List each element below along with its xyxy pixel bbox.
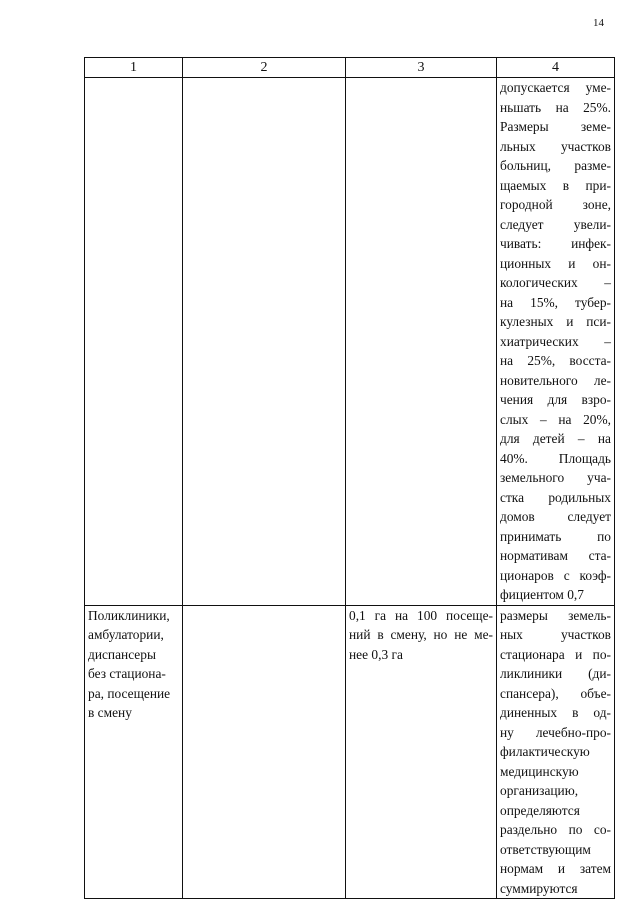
cell-line: ответствующим bbox=[500, 841, 591, 857]
cell-line: льных участков bbox=[500, 138, 611, 154]
row1-col2-cell bbox=[183, 78, 346, 606]
cell-line: Размеры земе- bbox=[500, 119, 611, 134]
column-header-2: 2 bbox=[183, 58, 346, 78]
cell-line: ционаров с коэф- bbox=[500, 567, 611, 583]
cell-line: новительного ле- bbox=[500, 372, 611, 388]
cell-line: фициентом 0,7 bbox=[500, 587, 584, 602]
cell-line: организацию, bbox=[500, 783, 579, 798]
cell-line: ционных и он- bbox=[500, 255, 611, 271]
cell-line: ликлиники (ди- bbox=[500, 666, 611, 681]
cell-line: филактическую bbox=[500, 744, 590, 759]
cell-line: нее 0,3 га bbox=[349, 646, 403, 662]
cell-line: ных участков bbox=[500, 627, 611, 642]
cell-line: земельного уча- bbox=[500, 470, 611, 485]
row1-col3-cell bbox=[346, 78, 497, 606]
cell-line: размеры земель- bbox=[500, 607, 611, 623]
cell-line: суммируются bbox=[500, 880, 578, 896]
cell-line: щаемых в при- bbox=[500, 177, 611, 193]
cell-line: определяются bbox=[500, 802, 580, 818]
column-header-4: 4 bbox=[497, 58, 615, 78]
cell-line: 40%. Площадь bbox=[500, 450, 611, 466]
cell-line: нормативам ста- bbox=[500, 548, 611, 563]
cell-line: ний в смену, но не ме- bbox=[349, 627, 493, 642]
row2-col4-cell bbox=[497, 605, 615, 899]
cell-line: следует увели- bbox=[500, 216, 611, 232]
cell-line: слых – на 20%, bbox=[500, 411, 611, 427]
cell-line: домов следует bbox=[500, 509, 611, 524]
cell-line: в смену bbox=[88, 705, 132, 720]
cell-line: больниц, разме- bbox=[500, 158, 611, 173]
cell-line: диспансеры bbox=[88, 646, 156, 662]
cell-line: ра, посещение bbox=[88, 685, 171, 701]
row1-col1-cell bbox=[85, 78, 183, 606]
cell-line: 0,1 га на 100 посеще- bbox=[349, 607, 493, 623]
cell-line: ньшать на 25%. bbox=[500, 99, 611, 115]
row2-col1-cell bbox=[85, 605, 183, 899]
cell-line: кулезных и пси- bbox=[500, 314, 611, 329]
table-row bbox=[85, 605, 615, 899]
cell-line: без стациона- bbox=[88, 666, 166, 681]
column-header-1: 1 bbox=[85, 58, 183, 78]
cell-line: чивать: инфек- bbox=[500, 236, 611, 251]
cell-line: раздельно по со- bbox=[500, 822, 611, 837]
cell-line: на 25%, восста- bbox=[500, 353, 611, 368]
cell-line: стка родильных bbox=[500, 489, 611, 505]
cell-line: спансера), объе- bbox=[500, 685, 611, 701]
cell-line: чения для взро- bbox=[500, 392, 611, 407]
cell-line: стационара и по- bbox=[500, 646, 611, 662]
row2-col3-cell bbox=[346, 605, 497, 899]
cell-line: кологических – bbox=[500, 275, 611, 290]
row2-col2-cell bbox=[183, 605, 346, 899]
page-number: 14 bbox=[593, 17, 604, 29]
cell-line: ну лечебно-про- bbox=[500, 724, 611, 740]
cell-line: для детей – на bbox=[500, 431, 611, 446]
column-header-3: 3 bbox=[346, 58, 497, 78]
cell-line: хиатрических – bbox=[500, 333, 611, 349]
cell-line: допускается уме- bbox=[500, 80, 611, 95]
table-row bbox=[85, 78, 615, 606]
cell-line: амбулатории, bbox=[88, 627, 164, 642]
cell-line: медицинскую bbox=[500, 763, 579, 779]
row1-col4-cell bbox=[497, 78, 615, 606]
cell-line: принимать по bbox=[500, 528, 611, 544]
table-header-row bbox=[85, 58, 615, 78]
cell-line: диненных в од- bbox=[500, 705, 611, 720]
norms-table bbox=[84, 57, 615, 899]
cell-line: городной зоне, bbox=[500, 197, 611, 212]
cell-line: нормам и затем bbox=[500, 861, 611, 876]
cell-line: на 15%, тубер- bbox=[500, 294, 611, 310]
cell-line: Поликлиники, bbox=[88, 607, 170, 623]
